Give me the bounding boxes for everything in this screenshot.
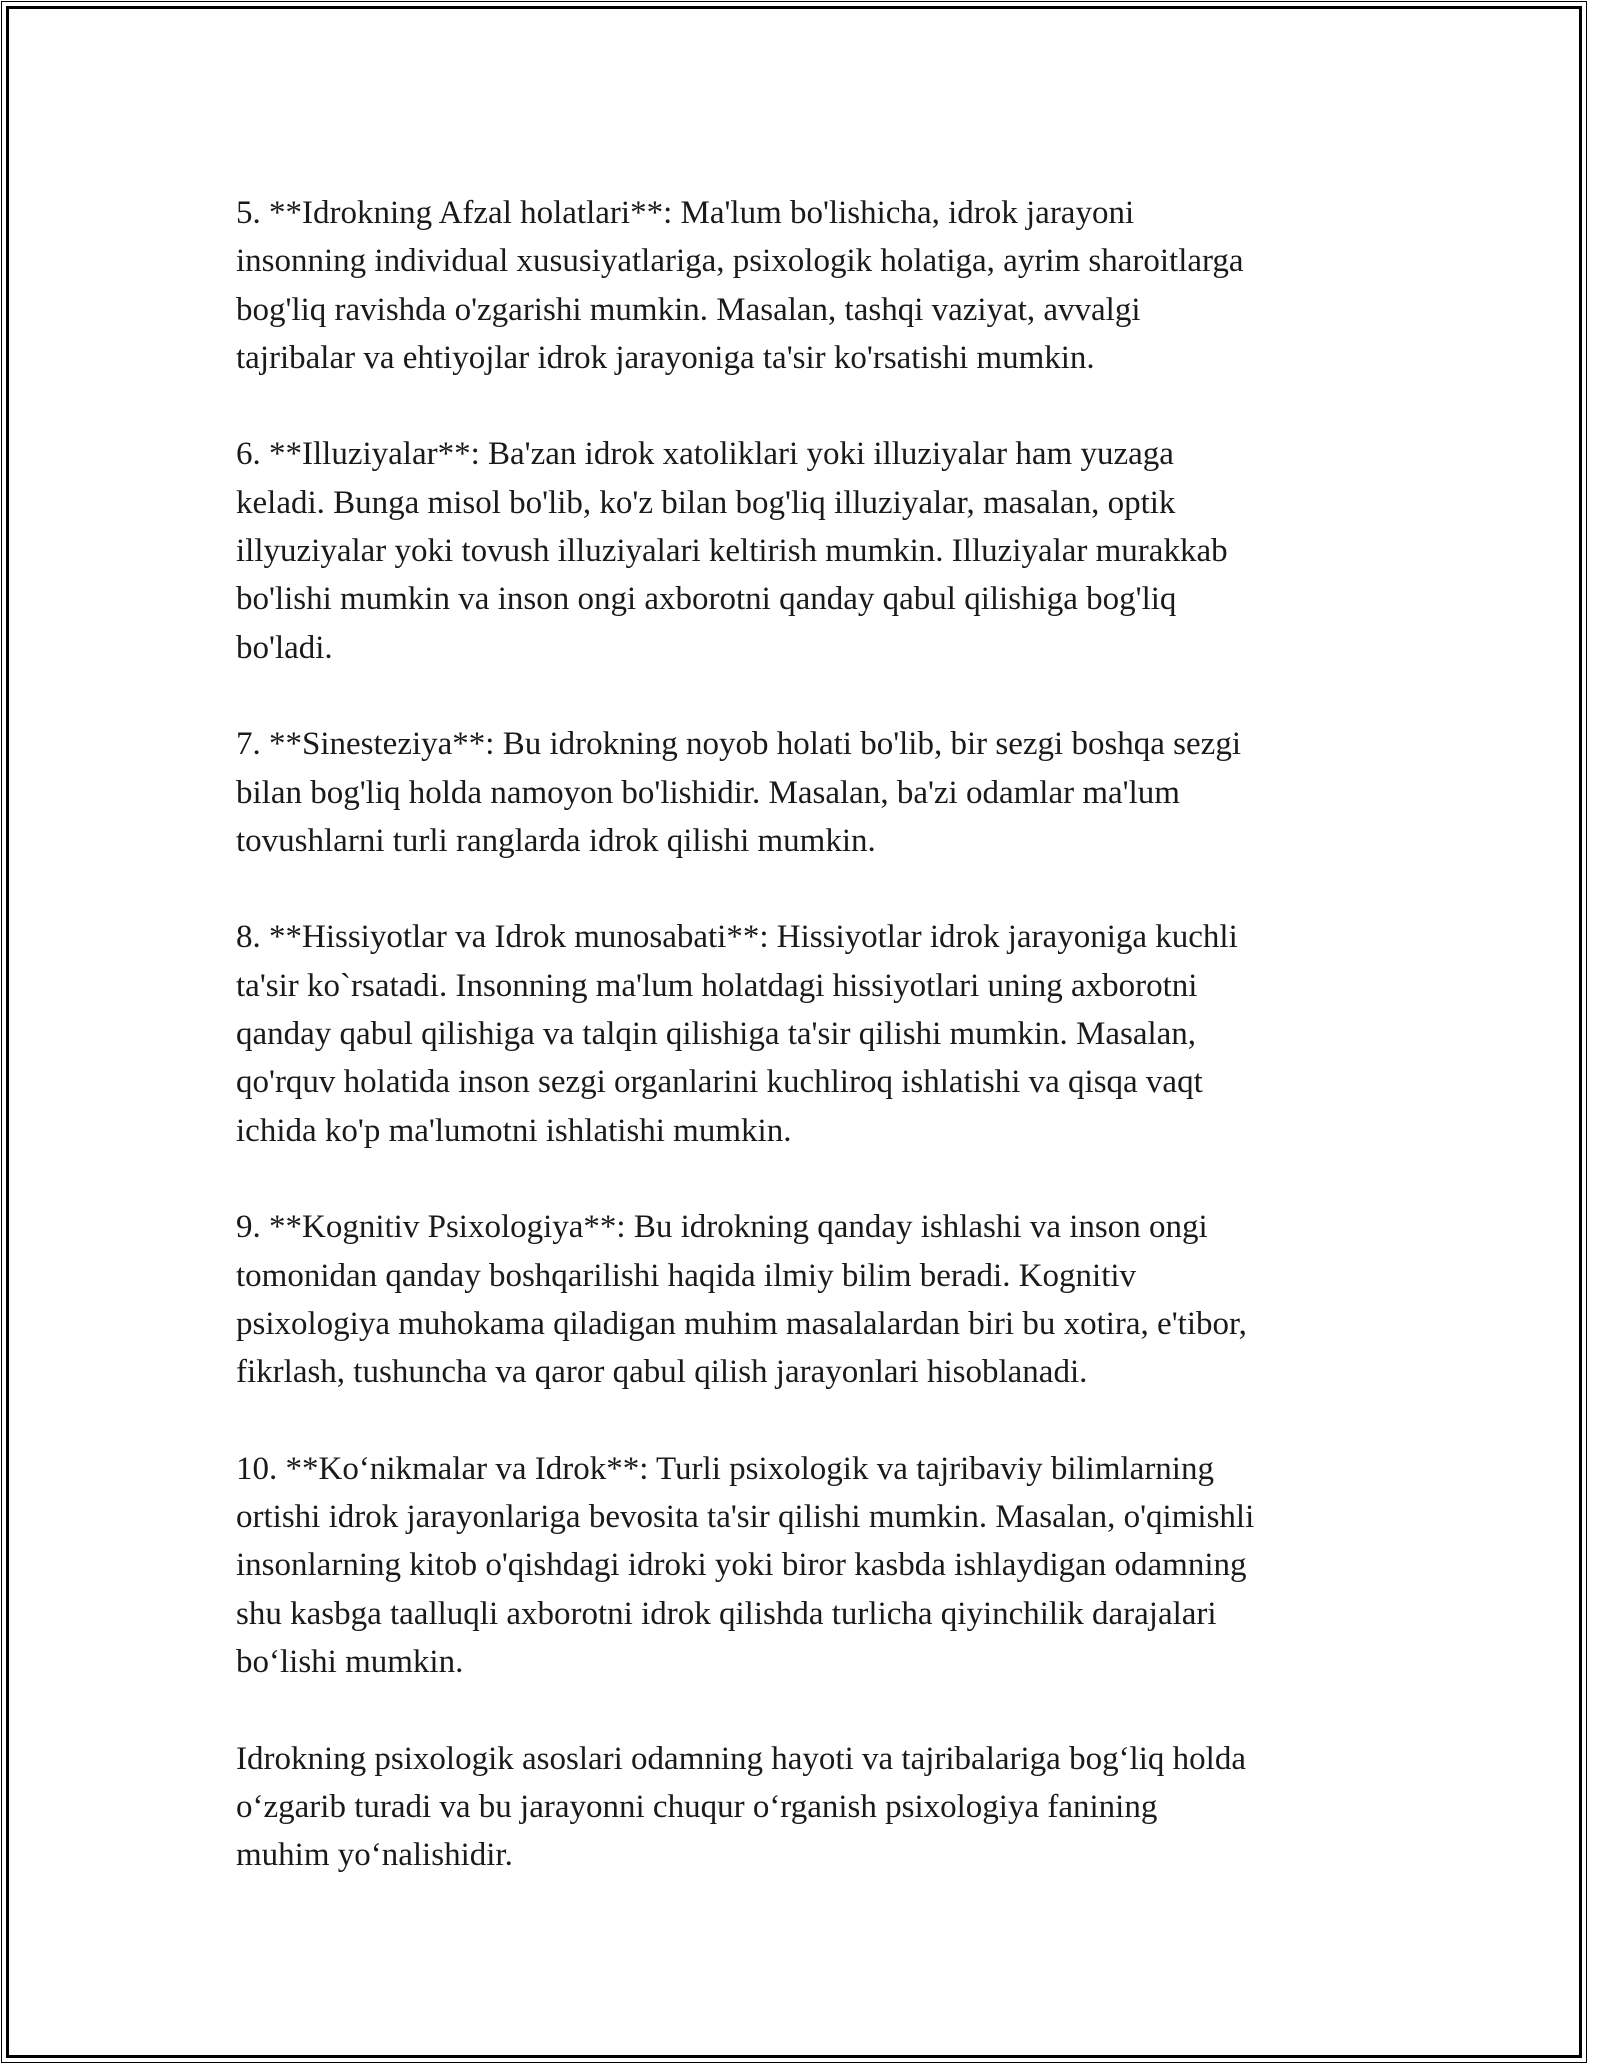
document-body: [236, 189, 1386, 1928]
paragraph-item-9: 9. **Kognitiv Psixologiya**: Bu idrokning qanday ishlashi va inson ongi tomonidan qanday boshqarilishi haqida ilmiy bilim beradi. Kognitiv psixologiya muhokama qiladigan muhim masalalardan biri bu xotira, e'tibor, fikrlash, tushuncha va qaror qabul qilish jarayonlari hisoblanadi.: [236, 1209, 1247, 1391]
paragraph-item-7: 7. **Sinesteziya**: Bu idrokning noyob holati bo'lib, bir sezgi boshqa sezgi bilan bog'liq holda namoyon bo'lishidir. Masalan, ba'zi odamlar ma'lum tovushlarni turli ranglarda idrok qilishi mumkin.: [236, 726, 1241, 859]
paragraph-conclusion: Idrokning psixologik asoslari odamning hayoti va tajribalariga bog‘liq holda o‘zgarib turadi va bu jarayonni chuqur o‘rganish psixologiya fanining muhim yo‘nalishidir.: [236, 1740, 1246, 1874]
paragraph-item-8: 8. **Hissiyotlar va Idrok munosabati**: Hissiyotlar idrok jarayoniga kuchli ta'sir ko`rsatadi. Insonning ma'lum holatdagi hissiyotlari uning axborotni qanday qabul qilishiga va talqin qilishiga ta'sir qilishi mumkin. Masalan, qo'rquv holatida inson sezgi organlarini kuchliroq ishlatishi va qisqa vaqt ichida ko'p ma'lumotni ishlatishi mumkin.: [236, 919, 1238, 1149]
paragraph-item-6: 6. **Illuziyalar**: Ba'zan idrok xatoliklari yoki illuziyalar ham yuzaga keladi. Bunga misol bo'lib, ko'z bilan bog'liq illuziyalar, masalan, optik illyuziyalar yoki tovush illuziyalari keltirish mumkin. Illuziyalar murakkab bo'lishi mumkin va inson ongi axborotni qanday qabul qilishiga bog'liq bo'ladi.: [236, 436, 1228, 666]
paragraph-item-5: 5. **Idrokning Afzal holatlari**: Ma'lum bo'lishicha, idrok jarayoni insonning individual xususiyatlariga, psixologik holatiga, ayrim sharoitlarga bog'liq ravishda o'zgarishi mumkin. Masalan, tashqi vaziyat, avvalgi tajribalar va ehtiyojlar idrok jarayoniga ta'sir ko'rsatishi mumkin.: [236, 195, 1244, 376]
paragraph-item-10: 10. **Ko‘nikmalar va Idrok**: Turli psixologik va tajribaviy bilimlarning ortishi idrok jarayonlariga bevosita ta'sir qilishi mumkin. Masalan, o'qimishli insonlarning kitob o'qishdagi idroki yoki biror kasbda ishlaydigan odamning shu kasbga taalluqli axborotni idrok qilishda turlicha qiyinchilik darajalari bo‘lishi mumkin.: [236, 1450, 1255, 1680]
